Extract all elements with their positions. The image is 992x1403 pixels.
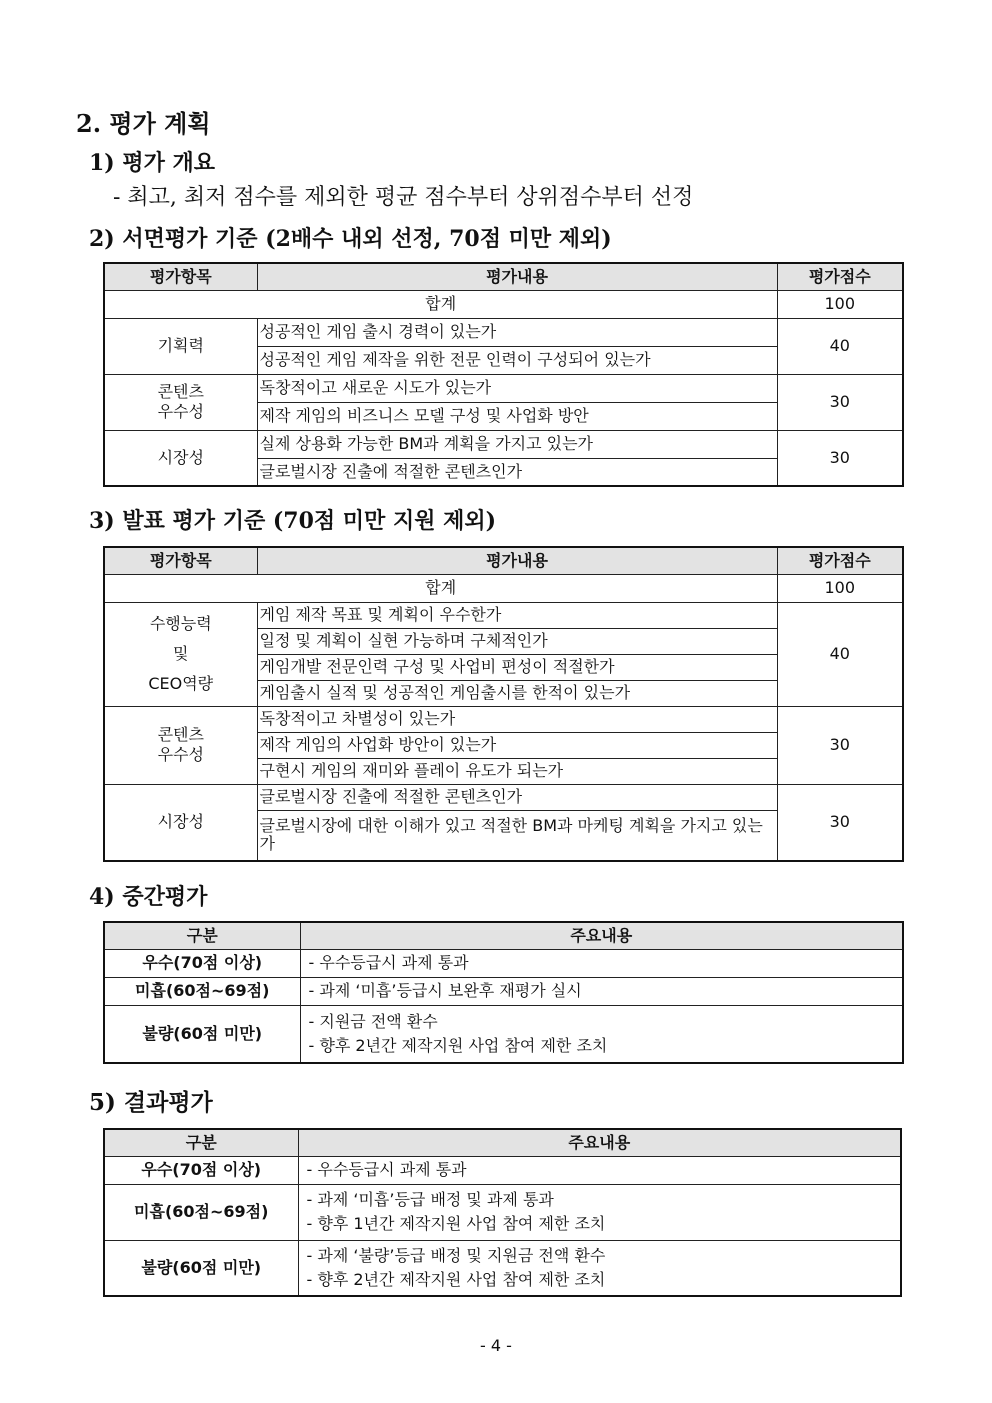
grade-content bbox=[298, 1156, 901, 1184]
grade-label: 우수(70점 이상) bbox=[104, 1156, 298, 1184]
overview-heading: 1) 평가 개요 bbox=[89, 150, 216, 176]
category-name: 콘텐츠 bbox=[157, 382, 204, 401]
grade-label: 미흡(60점~69점) bbox=[104, 977, 300, 1005]
category-score: 30 bbox=[777, 430, 903, 486]
category-cell bbox=[104, 784, 257, 861]
table-row bbox=[104, 706, 903, 732]
result-eval-table bbox=[103, 1128, 902, 1297]
written-eval-table bbox=[103, 262, 904, 487]
table-row bbox=[104, 1005, 903, 1063]
category-name: CEO역량 bbox=[148, 674, 214, 693]
category-cell bbox=[104, 374, 257, 430]
table-row bbox=[104, 602, 903, 628]
column-header: 평가항목 bbox=[104, 263, 257, 290]
category-name: 우수성 bbox=[157, 745, 204, 764]
category-name: 우수성 bbox=[157, 402, 204, 421]
header-row bbox=[104, 547, 903, 574]
criterion-text: 글로벌시장 진출에 적절한 콘텐츠인가 bbox=[257, 784, 777, 810]
criterion-text: 게임 제작 목표 및 계획이 우수한가 bbox=[257, 602, 777, 628]
total-label: 합계 bbox=[104, 290, 777, 318]
criterion-text: 일정 및 계획이 실현 가능하며 구체적인가 bbox=[257, 628, 777, 654]
content-line: - 향후 2년간 제작지원 사업 참여 제한 조치 bbox=[308, 1035, 608, 1055]
content-line: - 과제 ‘불량’등급 배정 및 지원금 전액 환수 bbox=[306, 1245, 606, 1265]
category-score: 30 bbox=[777, 706, 903, 784]
column-header: 주요내용 bbox=[300, 922, 903, 949]
category-score: 40 bbox=[777, 602, 903, 706]
criterion-text: 독창적이고 차별성이 있는가 bbox=[257, 706, 777, 732]
grade-label: 우수(70점 이상) bbox=[104, 949, 300, 977]
category-score: 40 bbox=[777, 318, 903, 374]
criterion-text: 성공적인 게임 제작을 위한 전문 인력이 구성되어 있는가 bbox=[257, 346, 777, 374]
column-header: 평가내용 bbox=[257, 263, 777, 290]
overview-bullet: - 최고, 최저 점수를 제외한 평균 점수부터 상위점수부터 선정 bbox=[113, 185, 694, 210]
category-cell bbox=[104, 430, 257, 486]
column-header: 평가내용 bbox=[257, 547, 777, 574]
category-cell bbox=[104, 602, 257, 706]
criterion-text: 제작 게임의 비즈니스 모델 구성 및 사업화 방안 bbox=[257, 402, 777, 430]
table-row bbox=[104, 977, 903, 1005]
total-row bbox=[104, 290, 903, 318]
column-header: 평가항목 bbox=[104, 547, 257, 574]
category-cell bbox=[104, 318, 257, 374]
criterion-text: 독창적이고 새로운 시도가 있는가 bbox=[257, 374, 777, 402]
result-eval-heading: 5) 결과평가 bbox=[89, 1089, 213, 1116]
content-line: - 향후 1년간 제작지원 사업 참여 제한 조치 bbox=[306, 1214, 606, 1233]
category-score: 30 bbox=[777, 374, 903, 430]
content-line: - 지원금 전액 환수 bbox=[308, 1011, 438, 1031]
content-line: - 과제 ‘미흡’등급 배정 및 과제 통과 bbox=[306, 1190, 554, 1209]
header-row bbox=[104, 1129, 901, 1156]
grade-content bbox=[300, 1005, 903, 1063]
content-line: - 우수등급시 과제 통과 bbox=[306, 1160, 467, 1179]
midterm-eval-heading: 4) 중간평가 bbox=[89, 884, 208, 910]
criterion-text: 실제 상용화 가능한 BM과 계획을 가지고 있는가 bbox=[257, 430, 777, 458]
criterion-text: 글로벌시장 진출에 적절한 콘텐츠인가 bbox=[257, 458, 777, 486]
content-line: - 우수등급시 과제 통과 bbox=[308, 953, 469, 972]
page-number: - 4 - bbox=[480, 1336, 512, 1355]
table-row bbox=[104, 949, 903, 977]
table-row bbox=[104, 1184, 901, 1240]
section-title: 2. 평가 계획 bbox=[76, 109, 211, 138]
category-score: 30 bbox=[777, 784, 903, 861]
midterm-eval-table bbox=[103, 921, 904, 1064]
category-name: 기획력 bbox=[157, 336, 204, 355]
total-row bbox=[104, 574, 903, 602]
category-name: 및 bbox=[173, 644, 189, 663]
presentation-eval-table bbox=[103, 546, 904, 862]
total-score: 100 bbox=[777, 290, 903, 318]
category-name: 시장성 bbox=[157, 812, 204, 832]
table-row bbox=[104, 1240, 901, 1296]
category-name: 수행능력 bbox=[149, 614, 212, 633]
criterion-text: 제작 게임의 사업화 방안이 있는가 bbox=[257, 732, 777, 758]
criterion-text: 구현시 게임의 재미와 플레이 유도가 되는가 bbox=[257, 758, 777, 784]
grade-content bbox=[300, 977, 903, 1005]
criterion-text: 게임개발 전문인력 구성 및 사업비 편성이 적절한가 bbox=[257, 654, 777, 680]
column-header: 구분 bbox=[104, 922, 300, 949]
grade-label: 미흡(60점~69점) bbox=[104, 1184, 298, 1240]
category-name: 시장성 bbox=[157, 447, 204, 467]
category-name: 콘텐츠 bbox=[157, 725, 204, 744]
grade-label: 불량(60점 미만) bbox=[104, 1240, 298, 1296]
grade-content bbox=[298, 1240, 901, 1296]
grade-content bbox=[298, 1184, 901, 1240]
content-line: - 과제 ‘미흡’등급시 보완후 재평가 실시 bbox=[308, 981, 582, 1000]
header-row bbox=[104, 922, 903, 949]
presentation-eval-heading: 3) 발표 평가 기준 (70점 미만 지원 제외) bbox=[89, 508, 497, 534]
criterion-text: 게임출시 실적 및 성공적인 게임출시를 한적이 있는가 bbox=[257, 680, 777, 706]
column-header: 주요내용 bbox=[298, 1129, 901, 1156]
column-header: 구분 bbox=[104, 1129, 298, 1156]
column-header: 평가점수 bbox=[777, 263, 903, 290]
category-cell bbox=[104, 706, 257, 784]
header-row bbox=[104, 263, 903, 290]
column-header: 평가점수 bbox=[777, 547, 903, 574]
table-row bbox=[104, 374, 903, 402]
criterion-text: 글로벌시장에 대한 이해가 있고 적절한 BM과 마케팅 계획을 가지고 있는가 bbox=[257, 810, 777, 861]
content-line: - 향후 2년간 제작지원 사업 참여 제한 조치 bbox=[306, 1269, 606, 1289]
grade-content bbox=[300, 949, 903, 977]
grade-label: 불량(60점 미만) bbox=[104, 1005, 300, 1063]
table-row bbox=[104, 318, 903, 346]
table-row bbox=[104, 784, 903, 810]
total-score: 100 bbox=[777, 574, 903, 602]
criterion-text: 성공적인 게임 출시 경력이 있는가 bbox=[257, 318, 777, 346]
total-label: 합계 bbox=[104, 574, 777, 602]
table-row bbox=[104, 430, 903, 458]
written-eval-heading: 2) 서면평가 기준 (2배수 내외 선정, 70점 미만 제외) bbox=[89, 226, 612, 252]
table-row bbox=[104, 1156, 901, 1184]
